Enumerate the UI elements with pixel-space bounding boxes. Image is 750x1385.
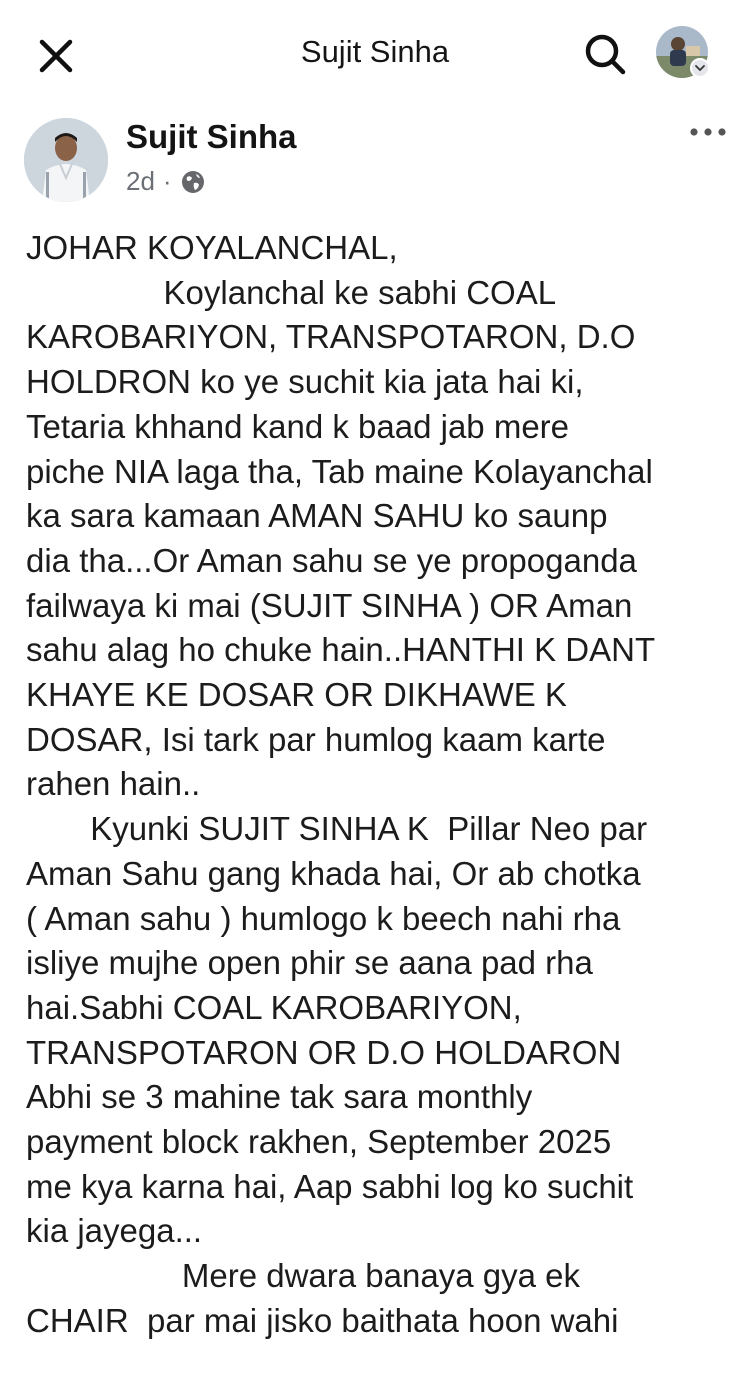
post-paragraph-greeting: JOHAR KOYALANCHAL,	[26, 229, 398, 266]
post-paragraph: Koylanchal ke sabhi COAL KAROBARIYON, TRANSPOTARON, D.O HOLDRON ko ye suchit kia jata hai ki, Tetaria khhand kand k baad jab mere piche NIA laga tha, Tab maine Kolayanchal ka sara kamaan AMAN SAHU ko saunp dia tha...Or Aman sahu se ye propoganda failwaya ki mai (SUJIT SINHA ) OR Aman sahu alag ho chuke hain..HANTHI K DANT KHAYE KE DOSAR OR DIKHAWE K DOSAR, Isi tark par humlog kaam karte rahen hain..	[26, 273, 656, 803]
post-meta	[126, 166, 206, 197]
author-avatar[interactable]	[24, 118, 108, 202]
top-app-bar	[0, 0, 750, 108]
post-text	[26, 226, 736, 1344]
post-paragraph: Mere dwara banaya gya ek CHAIR par mai jisko baithata hoon wahi	[26, 1257, 619, 1339]
more-horizontal-icon[interactable]	[684, 118, 732, 146]
post-header	[0, 108, 750, 208]
globe-icon[interactable]	[180, 169, 206, 195]
post-time[interactable]: 2d	[126, 166, 155, 196]
page-title: Sujit Sinha	[300, 34, 450, 69]
post-paragraph: Kyunki SUJIT SINHA K Pillar Neo par Aman Sahu gang khada hai, Or ab chotka ( Aman sahu ) humlogo k beech nahi rha isliye mujhe open phir se aana pad rha hai.Sabhi COAL KAROBARIYON, TRANSPOTARON OR D.O HOLDARON Abhi se 3 mahine tak sara monthly payment block rakhen, September 2025 me kya karna hai, Aap sabhi log ko suchit kia jayega...	[26, 810, 648, 1250]
chevron-down-icon[interactable]	[690, 58, 710, 78]
search-icon[interactable]	[580, 30, 630, 80]
meta-separator: ·	[162, 166, 172, 196]
clipped-text-edge	[0, 1372, 750, 1385]
author-name[interactable]: Sujit Sinha	[126, 118, 297, 155]
